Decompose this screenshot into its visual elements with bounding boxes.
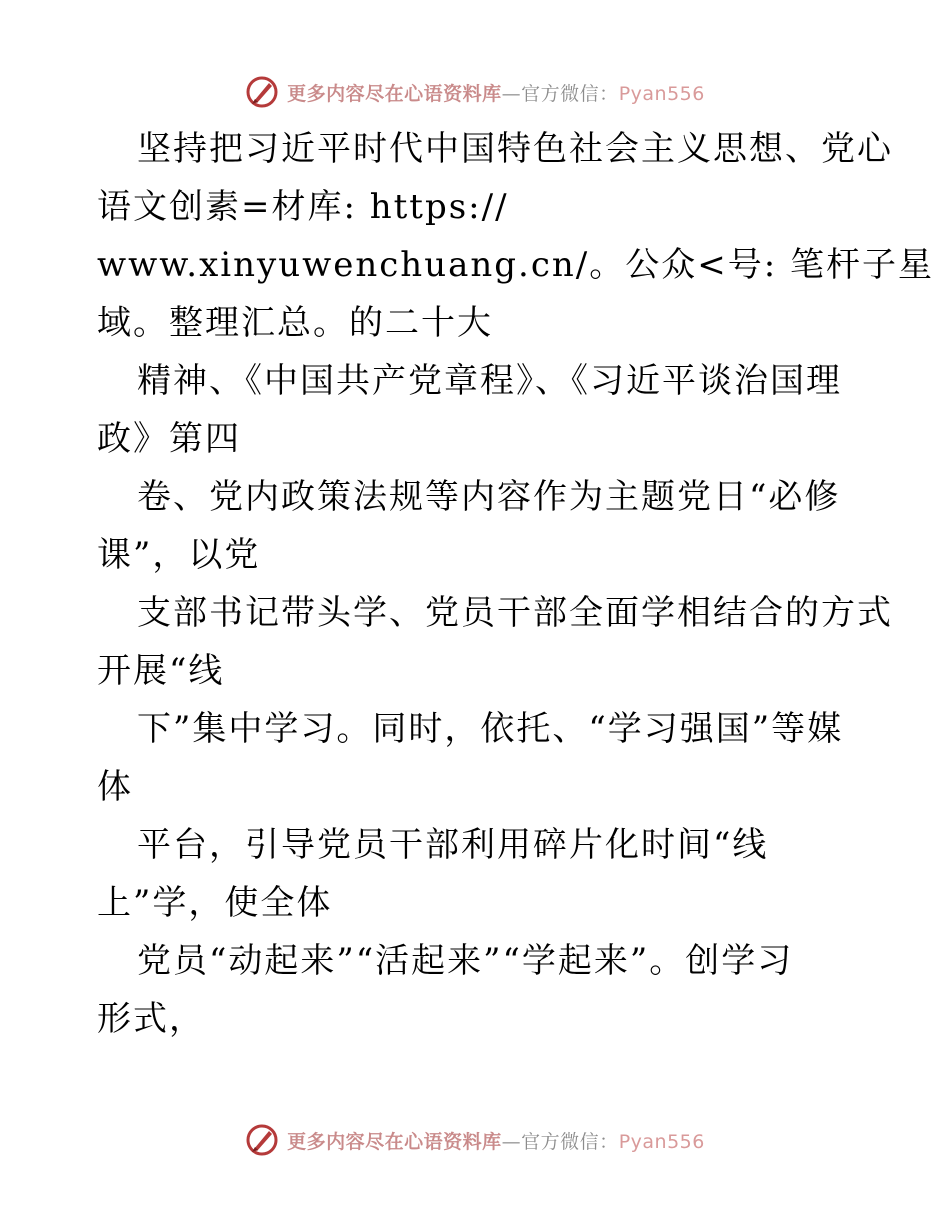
body-line: 平台，引导党员干部利用碎片化时间“线 bbox=[137, 825, 769, 865]
body-line: 坚持把习近平时代中国特色社会主义思想、党心 bbox=[137, 129, 893, 169]
body-line: 党员“动起来”“活起来”“学起来”。创学习 bbox=[137, 941, 794, 981]
watermark-text bbox=[287, 1127, 705, 1154]
body-line: 精神、《中国共产党章程》、《习近平谈治国理 bbox=[137, 361, 842, 401]
header-watermark bbox=[0, 72, 950, 112]
watermark-brand: 更多内容尽在心语资料库 bbox=[287, 1130, 502, 1153]
quill-pen-circle-icon bbox=[245, 1123, 279, 1157]
footer-watermark bbox=[0, 1120, 950, 1160]
body-line: 下”集中学习。同时，依托、“学习强国”等媒 bbox=[137, 709, 844, 749]
document-body bbox=[97, 120, 934, 1048]
watermark-wechat-id: Pyan556 bbox=[618, 1130, 705, 1153]
watermark-text bbox=[287, 79, 705, 106]
body-line: 上”学，使全体 bbox=[97, 883, 333, 923]
watermark-official-label: 官方微信： bbox=[521, 82, 619, 105]
body-line: 形式， bbox=[97, 999, 205, 1039]
watermark-brand: 更多内容尽在心语资料库 bbox=[287, 82, 502, 105]
watermark-dash: — bbox=[501, 82, 522, 105]
quill-pen-circle-icon bbox=[245, 75, 279, 109]
watermark-dash: — bbox=[501, 1130, 522, 1153]
body-line: 域。整理汇总。的二十大 bbox=[97, 303, 493, 343]
watermark-official-label: 官方微信： bbox=[521, 1130, 619, 1153]
body-line: 卷、党内政策法规等内容作为主题党日“必修 bbox=[137, 477, 841, 517]
body-line: 体 bbox=[97, 767, 133, 807]
body-line: 政》第四 bbox=[97, 419, 241, 459]
body-line: 支部书记带头学、党员干部全面学相结合的方式 bbox=[137, 593, 893, 633]
watermark-wechat-id: Pyan556 bbox=[618, 82, 705, 105]
body-line: 开展“线 bbox=[97, 651, 225, 691]
body-line: www.xinyuwenchuang.cn/。公众<号: 笔杆子星 bbox=[97, 245, 934, 285]
body-line: 语文创素=材库: https:// bbox=[97, 187, 509, 227]
body-line: 课”，以党 bbox=[97, 535, 261, 575]
